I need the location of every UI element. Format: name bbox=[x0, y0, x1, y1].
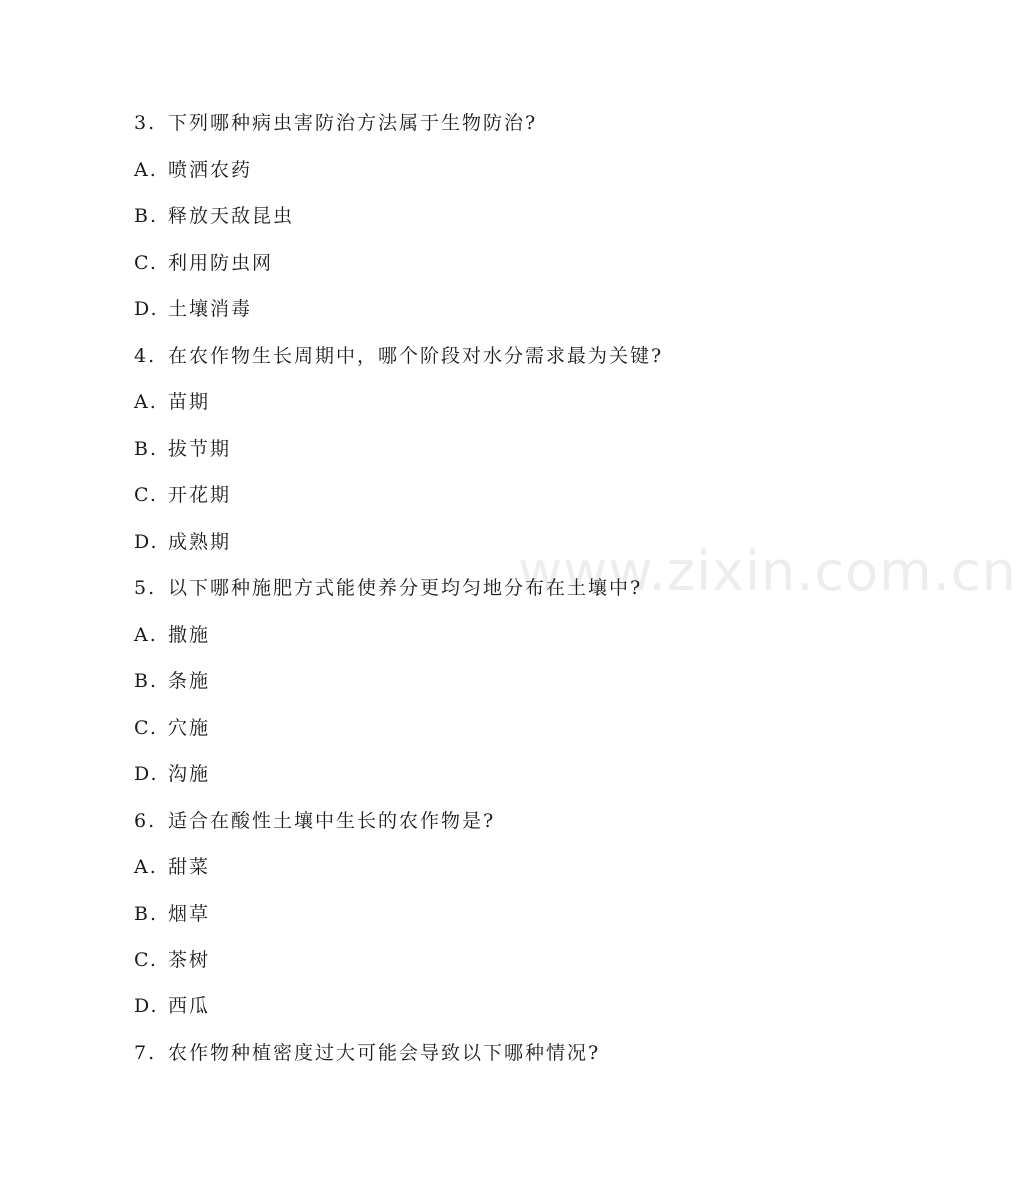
option-4c bbox=[134, 480, 231, 510]
option-6a bbox=[134, 852, 210, 882]
option-3a bbox=[134, 155, 252, 185]
question-number: 4. bbox=[134, 345, 157, 367]
option-4a bbox=[134, 387, 210, 417]
option-letter: C. bbox=[134, 949, 158, 971]
option-letter: B. bbox=[134, 438, 159, 460]
question-number: 7. bbox=[134, 1042, 157, 1064]
option-letter: B. bbox=[134, 205, 159, 227]
option-letter: A. bbox=[134, 391, 158, 413]
question-text: 适合在酸性土壤中生长的农作物是? bbox=[168, 810, 496, 832]
option-3c bbox=[134, 248, 273, 278]
question-number: 6. bbox=[134, 810, 157, 832]
question-text: 在农作物生长周期中，哪个阶段对水分需求最为关键? bbox=[168, 345, 664, 367]
watermark: www.zixin.com.cn bbox=[518, 540, 1017, 603]
option-6d bbox=[134, 991, 210, 1021]
option-text: 拔节期 bbox=[168, 438, 232, 460]
option-letter: B. bbox=[134, 670, 159, 692]
option-text: 穴施 bbox=[168, 717, 211, 739]
option-6b bbox=[134, 899, 210, 929]
option-5b bbox=[134, 666, 210, 696]
option-5c bbox=[134, 713, 210, 743]
option-letter: D. bbox=[134, 995, 159, 1017]
option-letter: A. bbox=[134, 624, 158, 646]
option-text: 喷洒农药 bbox=[168, 159, 253, 181]
option-text: 烟草 bbox=[168, 903, 211, 925]
option-letter: D. bbox=[134, 298, 159, 320]
option-3b bbox=[134, 201, 294, 231]
option-text: 土壤消毒 bbox=[168, 298, 253, 320]
option-text: 开花期 bbox=[168, 484, 232, 506]
option-4d bbox=[134, 527, 231, 557]
option-letter: A. bbox=[134, 159, 158, 181]
option-text: 茶树 bbox=[168, 949, 211, 971]
question-text: 农作物种植密度过大可能会导致以下哪种情况? bbox=[168, 1042, 601, 1064]
question-text: 以下哪种施肥方式能使养分更均匀地分布在土壤中? bbox=[168, 577, 643, 599]
option-letter: B. bbox=[134, 903, 159, 925]
option-text: 条施 bbox=[168, 670, 211, 692]
option-text: 成熟期 bbox=[168, 531, 232, 553]
question-number: 5. bbox=[134, 577, 157, 599]
question-6 bbox=[134, 806, 495, 836]
question-3 bbox=[134, 108, 537, 138]
option-text: 释放天敌昆虫 bbox=[168, 205, 295, 227]
option-letter: C. bbox=[134, 252, 158, 274]
option-5a bbox=[134, 620, 210, 650]
option-letter: C. bbox=[134, 484, 158, 506]
question-7 bbox=[134, 1038, 600, 1068]
option-5d bbox=[134, 759, 210, 789]
option-text: 撒施 bbox=[168, 624, 211, 646]
option-text: 沟施 bbox=[168, 763, 211, 785]
option-text: 甜菜 bbox=[168, 856, 211, 878]
option-text: 苗期 bbox=[168, 391, 211, 413]
question-text: 下列哪种病虫害防治方法属于生物防治? bbox=[168, 112, 538, 134]
option-3d bbox=[134, 294, 252, 324]
option-letter: D. bbox=[134, 763, 159, 785]
question-4 bbox=[134, 341, 663, 371]
option-4b bbox=[134, 434, 231, 464]
option-letter: A. bbox=[134, 856, 158, 878]
option-letter: C. bbox=[134, 717, 158, 739]
option-letter: D. bbox=[134, 531, 159, 553]
option-text: 利用防虫网 bbox=[168, 252, 274, 274]
option-text: 西瓜 bbox=[168, 995, 211, 1017]
question-number: 3. bbox=[134, 112, 157, 134]
option-6c bbox=[134, 945, 210, 975]
